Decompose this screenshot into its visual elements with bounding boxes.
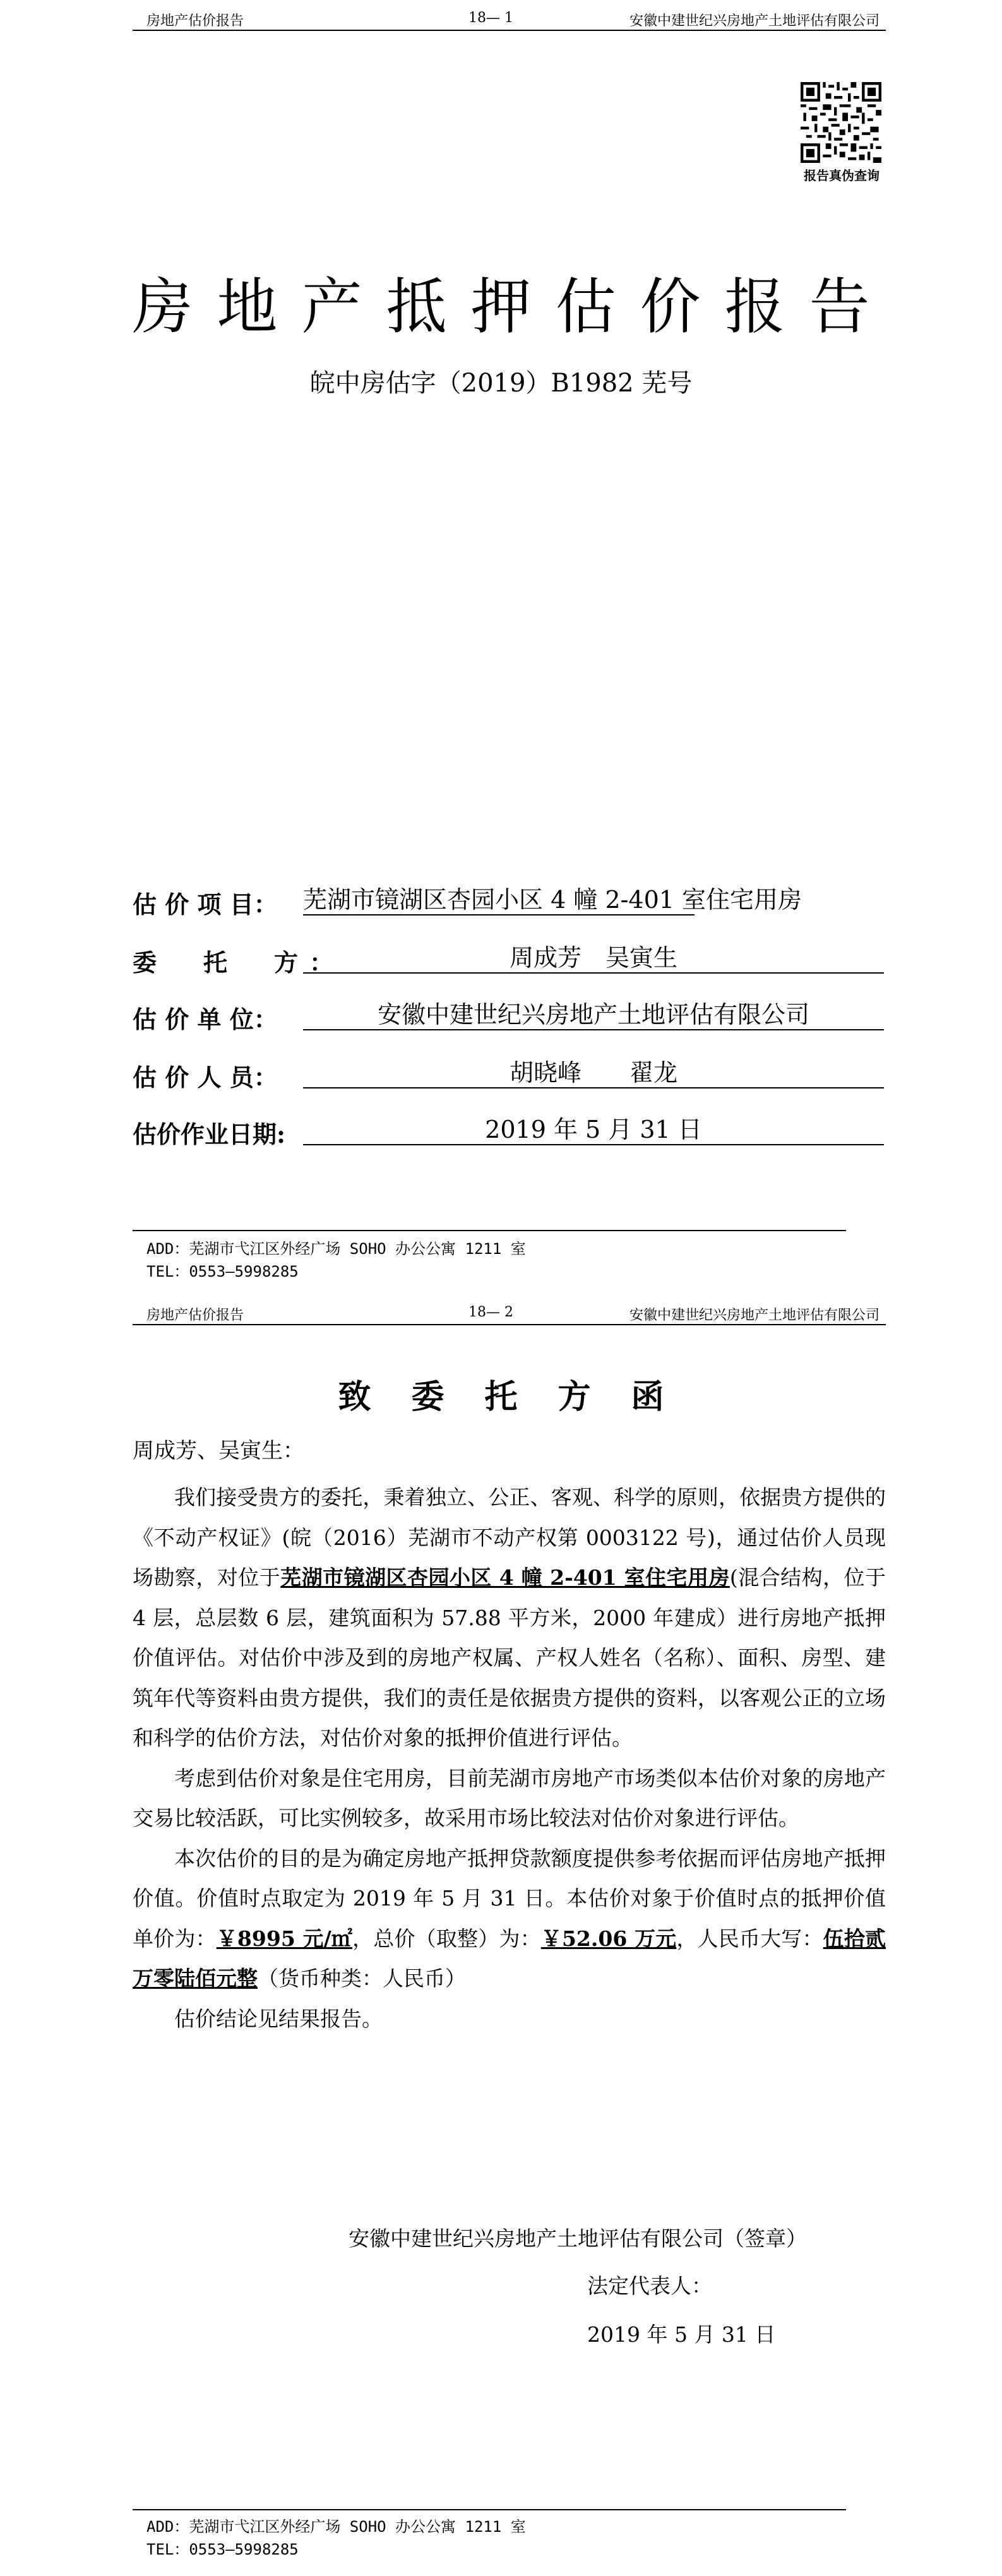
letter-title: 致委托方函 — [338, 1378, 705, 1416]
footer-address: ADD：芜湖市弋江区外经广场 SOHO 办公公寓 1211 室 — [146, 2518, 526, 2536]
text-run: ，人民币大写： — [676, 1926, 823, 1951]
info-label: 估 价 单 位： — [133, 1005, 278, 1034]
text-run: 本次估价的目的是为确定房地产抵押贷款额度提供参考依据而评估房地产抵押价值。价值时点取定为 2019 年 5 月 31 日。本估价对象于价值时点的抵押价值单价为： — [133, 1846, 886, 1951]
header-rule — [133, 1324, 886, 1325]
paragraph-1 — [133, 1477, 886, 1758]
header-left: 房地产估价报告 — [146, 1308, 244, 1323]
paragraph-2: 考虑到估价对象是住宅用房，目前芜湖市房地产市场类似本估价对象的房地产交易比较活跃，可比实例较多，故采用市场比较法对估价对象进行评估。 — [133, 1765, 886, 1830]
info-label: 估价作业日期: — [133, 1120, 286, 1148]
text-run: （货币种类：人民币） — [258, 1966, 466, 1991]
running-header — [133, 6, 886, 29]
qr-caption: 报告真伪查询 — [804, 168, 880, 183]
footer-tel: TEL：0553—5998285 — [146, 2541, 299, 2558]
legal-representative: 法定代表人： — [587, 2274, 712, 2298]
footer-tel: TEL：0553—5998285 — [146, 1263, 299, 1280]
header-left: 房地产估价报告 — [146, 13, 244, 29]
unit-price: ￥8995 元/㎡ — [216, 1926, 353, 1951]
header-rule — [133, 30, 886, 31]
running-header — [133, 1301, 886, 1323]
info-value: 安徽中建世纪兴房地产土地评估有限公司 — [303, 1000, 884, 1030]
footer-address: ADD：芜湖市弋江区外经广场 SOHO 办公公寓 1211 室 — [146, 1240, 526, 1258]
text-run: (混合结构，位于 4 层，总层数 6 层，建筑面积为 57.88 平方米，2000 年建成）进行房地产抵押价值评估。对估价中涉及到的房地产权属、产权人姓名（名称）、面积、房型、建筑年代等资料由贵方提供，我们的责任是依据贵方提供的资料，以客观公正的立场和科学的估价方法，对估价对象的抵押价值进行评估。 — [133, 1565, 886, 1750]
letter-body — [133, 1477, 886, 2039]
header-company: 安徽中建世纪兴房地产土地评估有限公司 — [629, 13, 880, 29]
total-price-upper: 伍拾贰万零陆佰元整 — [133, 1926, 886, 1991]
salutation: 周成芳、吴寅生： — [133, 1438, 304, 1464]
header-page-number: 18— 1 — [468, 10, 513, 26]
paragraph-4: 估价结论见结果报告。 — [174, 2006, 383, 2031]
info-label: 估 价 人 员： — [133, 1063, 278, 1092]
info-label: 估 价 项 目： — [133, 890, 278, 919]
letter-page — [0, 1294, 1002, 2576]
document-number: 皖中房估字（2019）B1982 芜号 — [309, 369, 693, 398]
qr-code-icon[interactable] — [801, 82, 881, 163]
text-run: ，总价（取整）为： — [352, 1926, 541, 1951]
signature-date: 2019 年 5 月 31 日 — [587, 2322, 776, 2347]
report-title: 房地产抵押估价报告 — [132, 271, 894, 342]
info-label: 委 托 方： — [133, 948, 345, 977]
text-run: 我们接受贵方的委托，秉着独立、公正、客观、科学的原则，依据贵方提供的《不动产权证》(皖（2016）芜湖市不动产权第 0003122 号)，通过估价人员现场勘察，对位于 — [133, 1485, 886, 1590]
header-company: 安徽中建世纪兴房地产土地评估有限公司 — [629, 1308, 880, 1323]
info-value: 芜湖市镜湖区杏园小区 4 幢 2-401 室住宅用房 — [303, 885, 695, 915]
header-page-number: 18— 2 — [468, 1304, 513, 1320]
paragraph-3 — [133, 1839, 886, 1999]
info-value: 周成芳 吴寅生 — [303, 943, 884, 974]
property-address: 芜湖市镜湖区杏园小区 4 幢 2-401 室住宅用房 — [280, 1565, 730, 1590]
footer-rule — [133, 1230, 846, 1231]
info-value: 胡晓峰 翟龙 — [303, 1058, 884, 1088]
footer-rule — [133, 2509, 846, 2510]
info-value: 2019 年 5 月 31 日 — [303, 1115, 884, 1145]
company-signature: 安徽中建世纪兴房地产土地评估有限公司（签章） — [349, 2226, 807, 2251]
total-price: ￥52.06 万元 — [540, 1926, 677, 1951]
